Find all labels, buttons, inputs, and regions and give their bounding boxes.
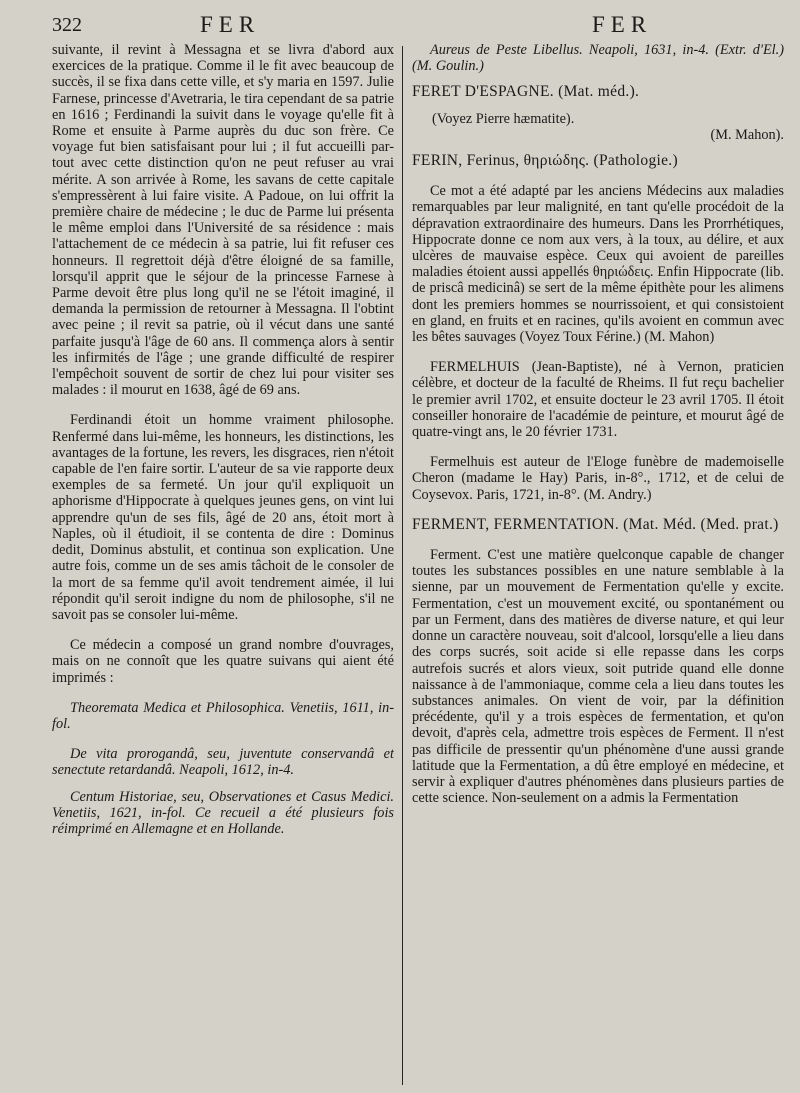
paragraph: FERMELHUIS (Jean-Baptiste), né à Vernon, praticien célèbre, et docteur de la faculté de Rheims. Il fut reçu bachelier le premier avril 1702, et ensuite docteur le 23 avril 1705. Il étoit conseiller honoraire de l'académie de peinture, et mourut âgé de quatre-vingt ans, le 20 février 1731. [412, 359, 784, 441]
text-columns [52, 42, 786, 1093]
column-divider [402, 46, 403, 1085]
paragraph: suivante, il revint à Messagna et se livra d'abord aux exercices de la pratique. Comme il le fit avec beaucoup de succès, il se fixa dans cette ville, et s'y maria en 1597. Julie Farnese, princesse d'Avetraria, le tira cependant de sa patrie en 1616 ; Ferdinandi la suivit dans le voyage qu'elle fit à Rome et ensuite à Parme auprès du duc son frère. Ce voyage fut bien satisfaisant pour lui ; il fut accueilli par-tout avec cette distinction qu'on ne peut refuser au vrai mérite. A son arrivée à Rome, les savans de cette capitale s'empressèrent à lui faire visite. A Padoue, on lui offrit la première chaire de médecine ; le duc de Parme lui présenta le même emploi dans l'Université de sa résidence : mais l'attachement de ce médecin à sa patrie, lui fit refuser ces honneurs. Il regrettoit déjà d'être éloigné de sa famille, lorsqu'il apprit que le séjour de la princesse Farnese à Parme devoit être plus long qu'il ne se l'étoit imaginé, il demanda la permission de retourner à Messagna. Il l'obtint avec peine ; il revit sa patrie, où il vécut dans une santé parfaite jusqu'à l'âge de 60 ans. Il commença alors à sentir les infirmités de l'âge ; une grande difficulté de respirer l'empêchoit souvent de sortir de chez lui pour visiter ses malades : il mourut en 1638, âgé de 69 ans. [52, 42, 394, 399]
running-head-left: FER [200, 12, 261, 37]
bibliography-entry: De vita prorogandâ, seu, juventute conservandâ et senectute retardandâ. Neapoli, 1612, in-4. [52, 746, 394, 779]
page-number: 322 [52, 14, 82, 36]
paragraph: Ferment. C'est une matière quelconque capable de changer toutes les substances possibles en une nature semblable à la sienne, par un mouvement de Fermentation qu'elle y excite. Fermentation, c'est un mouvement excité, ou spontanément ou par un Ferment, dans des matières de diverse nature, et qui leur donne un caractère nouveau, soit d'alcool, lorsqu'elle a lieu dans des corps sucrés, soit acide si elle repasse dans les corps autrefois sucrés et alors vieux, soit putride quand elle donne naissance à de l'ammoniaque, comme cela a lieu dans toutes les substances animales. On vient de voir, par la définition précédente, qu'il y a trois espèces de fermentation, et qu'on devoit, d'après cela, admettre trois espèces de Ferment. Il n'est pas difficile de pressentir qu'un phénomène d'une aussi grande latitude que la Fermentation, a dû être employé en médecine, et servir à expliquer d'autres phénomènes dans plusieurs parties de cette science. Non-seulement on a admis la Fermentation [412, 547, 784, 807]
cross-reference: (Voyez Pierre hæmatite). [432, 110, 575, 127]
entry-heading: FERET D'ESPAGNE. (Mat. méd.). [412, 83, 640, 101]
left-column [52, 42, 394, 1093]
entry-heading: FERIN, Ferinus, θηριώδης. (Pathologie.) [412, 152, 678, 170]
bibliography-entry: Centum Historiae, seu, Observationes et Casus Medici. Venetiis, 1621, in-fol. Ce recueil a été plusieurs fois réimprimé en Allemagne et en Hollande. [52, 788, 394, 837]
paragraph: Fermelhuis est auteur de l'Eloge funèbre de mademoiselle Cheron (madame le Hay) Paris, in-8°., 1712, et de celui de Coysevox. Paris, 1721, in-8°. (M. Andry.) [412, 454, 784, 503]
entry-heading: FERMENT, FERMENTATION. (Mat. Méd. (Med. prat.) [412, 515, 779, 533]
author-credit: (M. Mahon). [710, 126, 784, 143]
running-head-right: FER [592, 12, 653, 37]
paragraph: Ce mot a été adapté par les anciens Médecins aux maladies remarquables par leur malignité, en tant qu'elle procédoit de la dépravation extraordinaire des humeurs. Dans les Prorrhétiques, Hippocrate donne ce nom aux vers, à la toux, au délire, et aux ulcères de mauvaise espèce. Ceux qui avoient de pareilles maladies étoient aussi appellés θηριώδεις. Enfin Hippocrate (lib. de priscâ medicinâ) se sert de la même épithète pour les alimens dont les premiers hommes se nourrissoient, et qui consistoient en gland, en fruits et en racines, qu'ils avoient en commun avec les bêtes sauvages (Voyez Toux Férine.) (M. Mahon) [412, 183, 784, 346]
bibliography-entry: Theoremata Medica et Philosophica. Venetiis, 1611, in-fol. [52, 699, 394, 732]
paragraph: Ce médecin a composé un grand nombre d'ouvrages, mais on ne connoît que les quatre suivans qui aient été imprimés : [52, 637, 394, 686]
page-header [52, 8, 786, 42]
paragraph: Ferdinandi étoit un homme vraiment philosophe. Renfermé dans lui-même, les honneurs, les distinctions, les avantages de la fortune, les revers, les disgraces, rien n'étoit capable de l'en faire sortir. L'auteur de sa vie rapporte deux exemples de sa fermeté. Un jour qu'il expliquoit un aphorisme d'Hippocrate à quelques jeunes gens, on vint lui apprendre qu'un de ses fils, âgé de 20 ans, étoit mort à Naples, où il étudioit, il se contenta de dire : Dominus dedit, Dominus abstulit, et continua son explication. Une autre fois, comme un de ses amis tâchoit de le consoler de la mort de sa femme qu'il avoit tendrement aimée, il lui répondit qu'il seroit indigne du nom de philosophe, s'il ne savoit pas se consoler lui-même. [52, 412, 394, 623]
right-column [412, 42, 784, 1093]
bibliography-entry: Aureus de Peste Libellus. Neapoli, 1631, in-4. (Extr. d'El.) (M. Goulin.) [412, 42, 784, 75]
